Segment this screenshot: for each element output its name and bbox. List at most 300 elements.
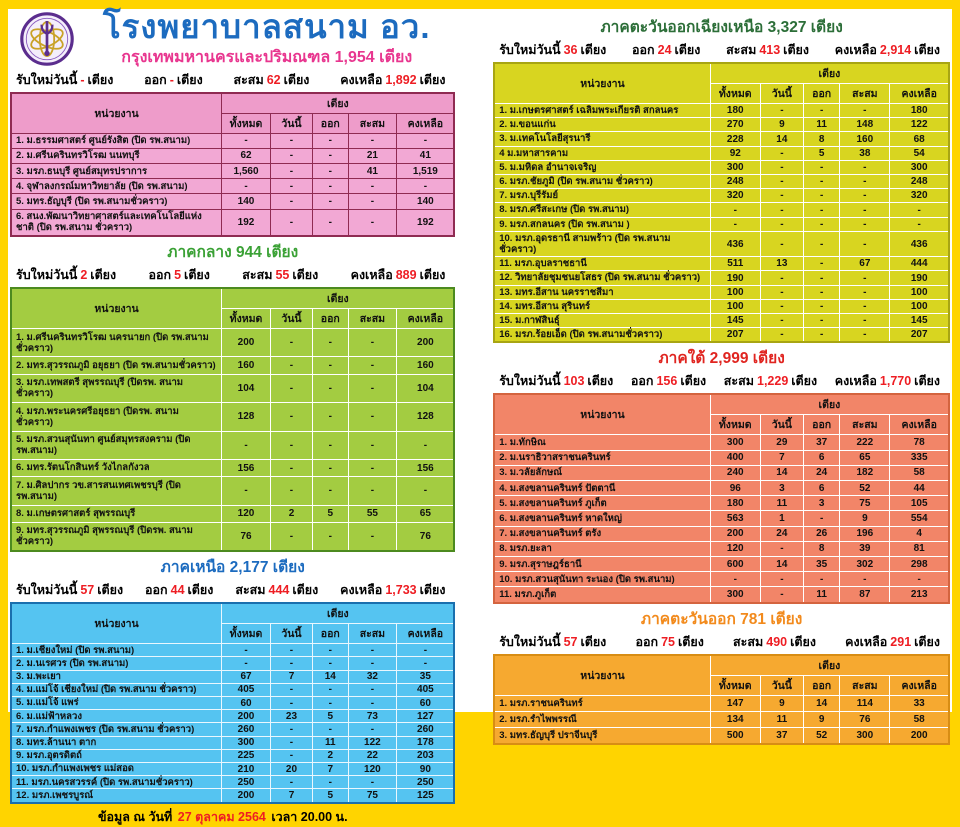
page-title: โรงพยาบาลสนาม อว. <box>102 8 431 45</box>
stat-value: 2 <box>80 268 88 283</box>
unit-name-cell: 5. มทร.ธัญบุรี (ปิด รพ.สนามชั่วคราว) <box>11 194 222 209</box>
col-header: วันนี้ <box>760 675 803 695</box>
value-cell: - <box>803 104 839 118</box>
value-cell: 3 <box>760 481 803 496</box>
page-header <box>10 10 455 70</box>
col-header-beds: เตียง <box>710 63 949 84</box>
section-central <box>10 237 455 552</box>
unit-name-cell: 2. มทร.สุวรรณภูมิ อยุธยา (ปิด รพ.สนามชั่วคราว) <box>11 357 222 374</box>
unit-name-cell: 2. มรภ.รำไพพรรณี <box>494 711 710 727</box>
value-cell: - <box>710 203 760 217</box>
value-cell: - <box>270 749 312 762</box>
value-cell: 554 <box>890 511 949 526</box>
value-cell: 76 <box>397 522 455 551</box>
unit-name-cell: 9. มรภ.สุราษฎร์ธานี <box>494 557 710 572</box>
value-cell: 60 <box>222 696 271 709</box>
section-table <box>10 92 455 237</box>
value-cell: 105 <box>890 496 949 511</box>
value-cell: - <box>313 209 348 236</box>
table-row <box>494 587 949 603</box>
value-cell: 7 <box>313 762 348 775</box>
value-cell: 200 <box>222 329 271 357</box>
value-cell: - <box>313 723 348 736</box>
value-cell: - <box>348 644 397 657</box>
table-row <box>11 776 454 789</box>
value-cell: - <box>840 160 890 174</box>
table-row <box>494 328 949 343</box>
value-cell: 320 <box>890 189 949 203</box>
value-cell: - <box>270 776 312 789</box>
value-cell: - <box>760 160 803 174</box>
unit-name-cell: 3. มรภ.ธนบุรี ศูนย์สมุทรปราการ <box>11 164 222 179</box>
value-cell: 248 <box>890 175 949 189</box>
value-cell: 2 <box>270 505 312 522</box>
stat-group: รับใหม่วันนี้ 57 เตียง <box>16 583 124 598</box>
value-cell: 11 <box>313 736 348 749</box>
unit-name-cell: 4 ม.มหาสารคาม <box>494 146 710 160</box>
value-cell: 37 <box>760 728 803 745</box>
value-cell: - <box>840 285 890 299</box>
value-cell: 160 <box>222 357 271 374</box>
value-cell: 300 <box>710 587 760 603</box>
value-cell: - <box>890 203 949 217</box>
value-cell: 58 <box>890 465 949 480</box>
unit-name-cell: 10. มรภ.อุดรธานี สามพร้าว (ปิด รพ.สนาม ชั่วคราว) <box>494 231 710 256</box>
section-bangkok <box>10 70 455 237</box>
table-row <box>11 762 454 775</box>
value-cell: - <box>222 179 271 194</box>
value-cell: - <box>270 403 312 431</box>
section-table <box>493 654 950 746</box>
unit-name-cell: 7. ม.สงขลานครินทร์ ตรัง <box>494 526 710 541</box>
unit-name-cell: 15. ม.กาฬสินธุ์ <box>494 314 710 328</box>
value-cell: - <box>348 696 397 709</box>
unit-name-cell: 5. ม.สงขลานครินทร์ ภูเก็ต <box>494 496 710 511</box>
value-cell: - <box>840 104 890 118</box>
col-header-unit: หน่วยงาน <box>11 603 222 644</box>
value-cell: 200 <box>222 789 271 803</box>
col-header-unit: หน่วยงาน <box>494 655 710 696</box>
value-cell: - <box>313 459 348 476</box>
value-cell: - <box>313 403 348 431</box>
col-header: สะสม <box>348 113 397 133</box>
table-row <box>11 696 454 709</box>
value-cell: - <box>760 104 803 118</box>
value-cell: 207 <box>710 328 760 343</box>
value-cell: - <box>348 403 397 431</box>
stat-value: 291 <box>890 634 912 649</box>
unit-name-cell: 2. ม.ศรีนครินทรวิโรฒ นนทบุรี <box>11 148 222 163</box>
table-row <box>494 481 949 496</box>
table-row <box>494 118 949 132</box>
section-stats <box>493 371 950 393</box>
col-header-unit: หน่วยงาน <box>494 394 710 435</box>
value-cell: - <box>760 285 803 299</box>
value-cell: - <box>803 175 839 189</box>
unit-name-cell: 6. ม.แม่ฟ้าหลวง <box>11 710 222 723</box>
value-cell: 9 <box>803 711 839 727</box>
value-cell: - <box>760 541 803 556</box>
value-cell: - <box>270 148 312 163</box>
value-cell: 127 <box>397 710 455 723</box>
value-cell: 24 <box>760 526 803 541</box>
col-header: ทั้งหมด <box>222 624 271 644</box>
table-row <box>494 314 949 328</box>
section-table <box>10 602 455 803</box>
value-cell: 125 <box>397 789 455 803</box>
value-cell: - <box>840 217 890 231</box>
value-cell: 5 <box>313 710 348 723</box>
stat-group: ออก - เตียง <box>144 72 203 87</box>
unit-name-cell: 1. ม.เกษตรศาสตร์ เฉลิมพระเกียรติ สกลนคร <box>494 104 710 118</box>
value-cell: - <box>348 477 397 505</box>
unit-name-cell: 3. ม.พะเยา <box>11 670 222 683</box>
value-cell: 300 <box>710 435 760 450</box>
table-row <box>11 789 454 803</box>
value-cell: - <box>760 217 803 231</box>
unit-name-cell: 7. ม.ศิลปากร วข.สารสนเทศเพชรบุรี (ปิด รพ.สนาม) <box>11 477 222 505</box>
value-cell: - <box>270 657 312 670</box>
stat-group: รับใหม่วันนี้ 2 เตียง <box>16 268 117 283</box>
value-cell: - <box>803 299 839 313</box>
unit-name-cell: 2. ม.นเรศวร (ปิด รพ.สนาม) <box>11 657 222 670</box>
col-header: คงเหลือ <box>890 675 949 695</box>
unit-name-cell: 4. จุฬาลงกรณ์มหาวิทยาลัย (ปิด รพ.สนาม) <box>11 179 222 194</box>
value-cell: - <box>270 164 312 179</box>
footer-prefix: ข้อมูล ณ วันที่ <box>98 809 173 824</box>
value-cell: - <box>803 231 839 256</box>
value-cell: - <box>222 133 271 148</box>
content-panel <box>8 8 952 824</box>
unit-name-cell: 1. ม.เชียงใหม่ (ปิด รพ.สนาม) <box>11 644 222 657</box>
stat-value: - <box>80 72 85 87</box>
value-cell: 405 <box>397 683 455 696</box>
value-cell: 156 <box>222 459 271 476</box>
stat-value: 75 <box>661 634 675 649</box>
col-header-beds: เตียง <box>710 394 949 415</box>
stat-group: รับใหม่วันนี้ 36 เตียง <box>499 43 607 57</box>
value-cell: - <box>270 209 312 236</box>
value-cell: 120 <box>710 541 760 556</box>
col-header: คงเหลือ <box>890 415 949 435</box>
footer-suffix: เวลา 20.00 น. <box>271 809 348 824</box>
value-cell: 122 <box>890 118 949 132</box>
value-cell: 38 <box>840 146 890 160</box>
stat-value: 24 <box>657 43 672 57</box>
unit-name-cell: 1. ม.ทักษิณ <box>494 435 710 450</box>
stat-group: สะสม 413 เตียง <box>726 43 809 57</box>
value-cell: - <box>397 644 455 657</box>
value-cell: 302 <box>840 557 890 572</box>
value-cell: 444 <box>890 257 949 271</box>
value-cell: 54 <box>890 146 949 160</box>
value-cell: 60 <box>397 696 455 709</box>
table-row <box>494 231 949 256</box>
value-cell: 160 <box>397 357 455 374</box>
value-cell: 180 <box>710 104 760 118</box>
col-header: ทั้งหมด <box>222 309 271 329</box>
value-cell: - <box>313 179 348 194</box>
unit-name-cell: 5. ม.มหิดล อำนาจเจริญ <box>494 160 710 174</box>
col-header: วันนี้ <box>760 84 803 104</box>
table-row <box>11 657 454 670</box>
value-cell: - <box>760 587 803 603</box>
stat-group: คงเหลือ 1,733 เตียง <box>340 583 446 598</box>
section-table <box>493 393 950 603</box>
stat-group: สะสม 62 เตียง <box>233 72 310 87</box>
unit-name-cell: 8. มรภ.ยะลา <box>494 541 710 556</box>
stat-value: 57 <box>80 583 95 598</box>
value-cell: - <box>222 644 271 657</box>
stat-group: คงเหลือ 1,892 เตียง <box>340 72 446 87</box>
value-cell: 35 <box>803 557 839 572</box>
value-cell: 178 <box>397 736 455 749</box>
region-section <box>493 343 950 603</box>
table-row <box>11 683 454 696</box>
unit-name-cell: 10. มรภ.สวนสุนันทา ระนอง (ปิด รพ.สนาม) <box>494 572 710 587</box>
value-cell: - <box>760 572 803 587</box>
value-cell: - <box>760 203 803 217</box>
stat-group: สะสม 55 เตียง <box>242 268 319 283</box>
value-cell: - <box>840 271 890 285</box>
value-cell: - <box>710 217 760 231</box>
unit-name-cell: 8. ม.เกษตรศาสตร์ สุพรรณบุรี <box>11 505 222 522</box>
value-cell: 120 <box>222 505 271 522</box>
unit-name-cell: 13. มทร.อีสาน นครราชสีมา <box>494 285 710 299</box>
section-title: ภาคตะวันออก 781 เตียง <box>640 610 803 628</box>
value-cell: - <box>803 203 839 217</box>
table-row <box>494 435 949 450</box>
col-header: ออก <box>313 624 348 644</box>
value-cell: 11 <box>803 118 839 132</box>
value-cell: - <box>760 299 803 313</box>
table-row <box>494 728 949 745</box>
table-row <box>11 133 454 148</box>
ministry-emblem-icon <box>20 12 74 66</box>
value-cell: - <box>760 231 803 256</box>
section-stats <box>10 265 455 287</box>
value-cell: 14 <box>760 557 803 572</box>
value-cell: 14 <box>313 670 348 683</box>
value-cell: 260 <box>222 723 271 736</box>
value-cell: - <box>270 522 312 551</box>
table-row <box>11 179 454 194</box>
value-cell: 190 <box>890 271 949 285</box>
value-cell: - <box>222 431 271 459</box>
table-row <box>494 271 949 285</box>
section-south <box>493 343 950 603</box>
value-cell: 68 <box>890 132 949 146</box>
table-row <box>11 148 454 163</box>
stat-value: 490 <box>766 634 788 649</box>
value-cell: 203 <box>397 749 455 762</box>
value-cell: - <box>313 431 348 459</box>
table-row <box>11 749 454 762</box>
value-cell: 7 <box>760 450 803 465</box>
value-cell: 41 <box>348 164 397 179</box>
col-header: ออก <box>803 415 839 435</box>
col-header: ออก <box>313 113 348 133</box>
col-header: ออก <box>313 309 348 329</box>
value-cell: 122 <box>348 736 397 749</box>
value-cell: 320 <box>710 189 760 203</box>
stat-group: สะสม 1,229 เตียง <box>723 374 818 389</box>
stat-value: 1,733 <box>385 583 417 598</box>
table-row <box>494 557 949 572</box>
value-cell: 298 <box>890 557 949 572</box>
value-cell: 9 <box>760 695 803 711</box>
col-header: ออก <box>803 84 839 104</box>
stat-value: 889 <box>395 268 417 283</box>
unit-name-cell: 11. มรภ.นครสวรรค์ (ปิด รพ.สนามชั่วคราว) <box>11 776 222 789</box>
value-cell: 24 <box>803 465 839 480</box>
value-cell: 200 <box>710 526 760 541</box>
value-cell: 128 <box>397 403 455 431</box>
region-section <box>493 12 950 343</box>
table-row <box>11 431 454 459</box>
value-cell: - <box>840 231 890 256</box>
value-cell: 225 <box>222 749 271 762</box>
region-section <box>493 604 950 746</box>
value-cell: 114 <box>840 695 890 711</box>
value-cell: - <box>270 194 312 209</box>
col-header: สะสม <box>840 675 890 695</box>
value-cell: 160 <box>840 132 890 146</box>
col-header-unit: หน่วยงาน <box>11 288 222 329</box>
value-cell: - <box>313 683 348 696</box>
value-cell: 222 <box>840 435 890 450</box>
value-cell: - <box>313 644 348 657</box>
value-cell: 200 <box>890 728 949 745</box>
unit-name-cell: 3. มรภ.เทพสตรี สุพรรณบุรี (ปิดรพ. สนาม ชั่วคราว) <box>11 374 222 402</box>
value-cell: 240 <box>710 465 760 480</box>
table-row <box>11 670 454 683</box>
unit-name-cell: 4. ม.สงขลานครินทร์ ปัตตานี <box>494 481 710 496</box>
value-cell: 8 <box>803 132 839 146</box>
table-row <box>494 285 949 299</box>
value-cell: - <box>348 522 397 551</box>
stat-value: 156 <box>656 374 678 389</box>
col-header-unit: หน่วยงาน <box>11 93 222 134</box>
table-row <box>11 644 454 657</box>
value-cell: 7 <box>270 670 312 683</box>
value-cell: - <box>397 477 455 505</box>
value-cell: 300 <box>710 160 760 174</box>
unit-name-cell: 4. ม.แม่โจ้ เชียงใหม่ (ปิด รพ.สนาม ชั่วคราว) <box>11 683 222 696</box>
value-cell: 156 <box>397 459 455 476</box>
value-cell: 180 <box>710 496 760 511</box>
stat-group: สะสม 490 เตียง <box>733 634 816 649</box>
value-cell: - <box>803 160 839 174</box>
stat-group: คงเหลือ 1,770 เตียง <box>834 374 940 389</box>
value-cell: - <box>348 374 397 402</box>
unit-name-cell: 8. มทร.ล้านนา ตาก <box>11 736 222 749</box>
table-row <box>11 459 454 476</box>
value-cell: 67 <box>222 670 271 683</box>
value-cell: - <box>313 194 348 209</box>
value-cell: 140 <box>397 194 455 209</box>
value-cell: 3 <box>803 496 839 511</box>
table-row <box>494 711 949 727</box>
region-section <box>10 70 455 237</box>
table-row <box>11 710 454 723</box>
value-cell: - <box>313 657 348 670</box>
col-header: สะสม <box>348 309 397 329</box>
value-cell: - <box>270 133 312 148</box>
value-cell: - <box>313 164 348 179</box>
value-cell: 32 <box>348 670 397 683</box>
table-row <box>11 736 454 749</box>
value-cell: - <box>840 328 890 343</box>
section-stats <box>10 580 455 602</box>
col-header: ทั้งหมด <box>710 675 760 695</box>
value-cell: - <box>760 328 803 343</box>
value-cell: 250 <box>222 776 271 789</box>
value-cell: 5 <box>313 789 348 803</box>
col-header-beds: เตียง <box>222 603 455 624</box>
unit-name-cell: 10. มรภ.กำแพงเพชร แม่สอด <box>11 762 222 775</box>
value-cell: 100 <box>890 299 949 313</box>
unit-name-cell: 16. มรภ.ร้อยเอ็ด (ปิด รพ.สนามชั่วคราว) <box>494 328 710 343</box>
unit-name-cell: 9. มทร.สุวรรณภูมิ สุพรรณบุรี (ปิดรพ. สนาม ชั่วคราว) <box>11 522 222 551</box>
value-cell: - <box>270 477 312 505</box>
value-cell: - <box>890 572 949 587</box>
value-cell: 128 <box>222 403 271 431</box>
value-cell: 5 <box>313 505 348 522</box>
value-cell: 248 <box>710 175 760 189</box>
value-cell: 210 <box>222 762 271 775</box>
value-cell: 140 <box>222 194 271 209</box>
value-cell: 100 <box>890 285 949 299</box>
col-header: คงเหลือ <box>397 113 455 133</box>
stat-value: - <box>169 72 174 87</box>
section-table <box>493 62 950 343</box>
stat-value: 444 <box>268 583 290 598</box>
col-header: คงเหลือ <box>397 309 455 329</box>
table-row <box>494 146 949 160</box>
table-row <box>494 175 949 189</box>
stat-value: 44 <box>170 583 185 598</box>
value-cell: - <box>760 146 803 160</box>
value-cell: - <box>313 329 348 357</box>
value-cell: 37 <box>803 435 839 450</box>
value-cell: - <box>397 657 455 670</box>
stat-group: คงเหลือ 2,914 เตียง <box>834 43 940 57</box>
value-cell: - <box>222 657 271 670</box>
value-cell: 104 <box>222 374 271 402</box>
value-cell: 9 <box>760 118 803 132</box>
col-header-beds: เตียง <box>222 93 455 114</box>
unit-name-cell: 5. ม.แม่โจ้ แพร่ <box>11 696 222 709</box>
table-row <box>494 572 949 587</box>
value-cell: 1,560 <box>222 164 271 179</box>
unit-name-cell: 4. มรภ.พระนครศรีอยุธยา (ปิดรพ. สนาม ชั่วคราว) <box>11 403 222 431</box>
table-row <box>11 723 454 736</box>
col-header: ทั้งหมด <box>222 113 271 133</box>
value-cell: - <box>803 189 839 203</box>
value-cell: - <box>270 696 312 709</box>
value-cell: - <box>710 572 760 587</box>
value-cell: 100 <box>710 299 760 313</box>
table-row <box>11 194 454 209</box>
section-title: ภาคใต้ 2,999 เตียง <box>658 350 785 368</box>
stat-group: ออก 24 เตียง <box>632 43 701 57</box>
unit-name-cell: 8. มรภ.ศรีสะเกษ (ปิด รพ.สนาม) <box>494 203 710 217</box>
unit-name-cell: 6. ม.สงขลานครินทร์ หาดใหญ่ <box>494 511 710 526</box>
value-cell: 67 <box>840 257 890 271</box>
value-cell: - <box>270 736 312 749</box>
section-stats <box>493 40 950 62</box>
